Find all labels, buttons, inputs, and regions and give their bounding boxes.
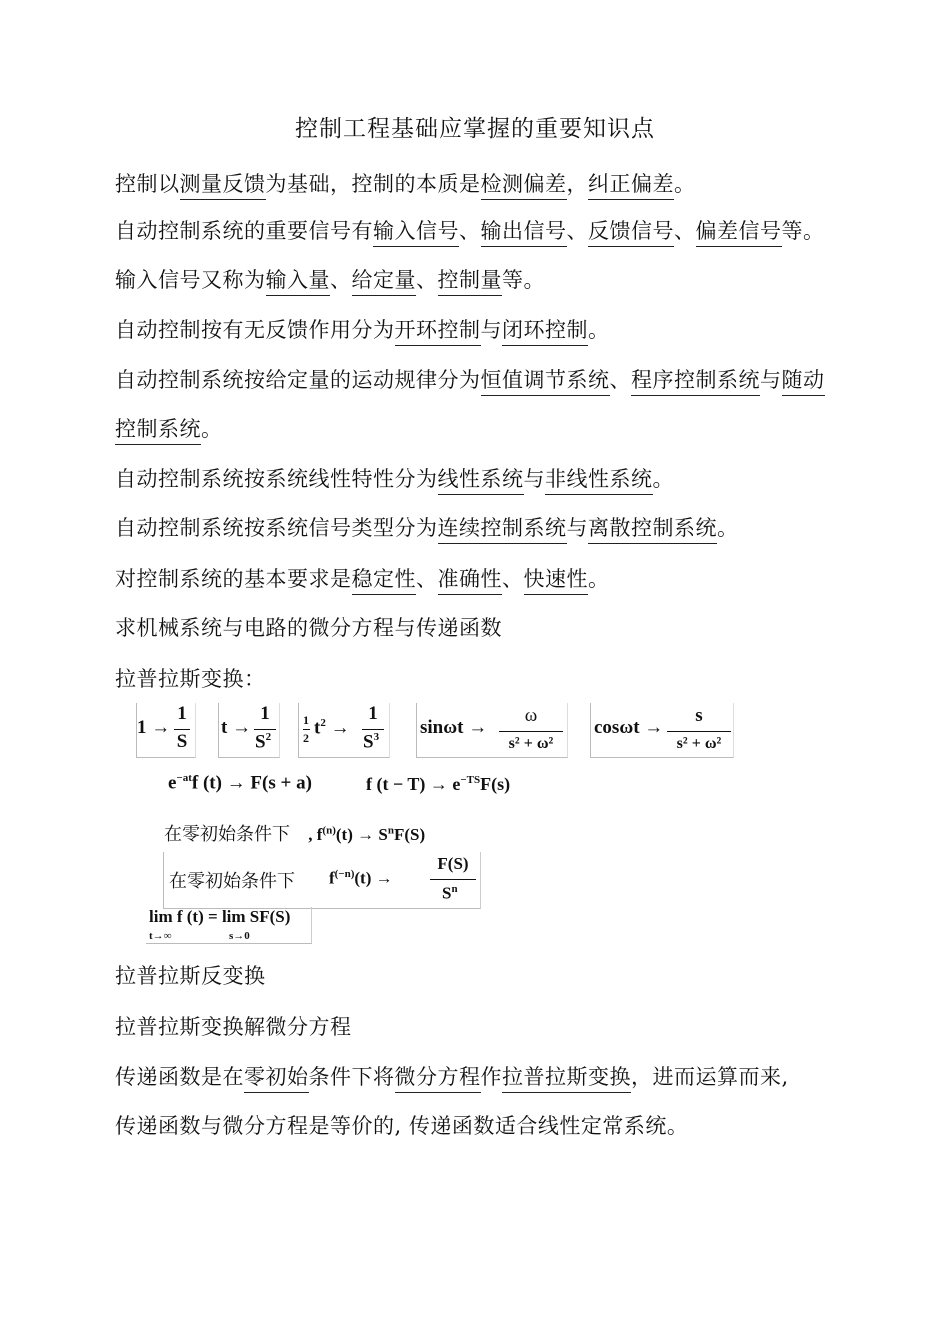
text: 对控制系统的基本要求是 (115, 567, 352, 591)
underlined-term: 连续控制系统 (438, 516, 567, 544)
underlined-term: 给定量 (352, 268, 417, 296)
exponent: n (387, 824, 394, 837)
paragraph-inverse-laplace: 拉普拉斯反变换 (115, 964, 266, 988)
text: 与 (480, 318, 502, 342)
underlined-term: 偏差信号 (696, 219, 782, 247)
text: 与 (523, 467, 545, 491)
underlined-term: 闭环控制 (502, 318, 588, 346)
underlined-term: 快速性 (524, 567, 589, 595)
formula-denominator: s² + ω² (676, 735, 722, 752)
paragraph-feedback (115, 314, 610, 344)
formula-denominator: S (176, 731, 188, 752)
paragraph-laplace-heading: 拉普拉斯变换： (115, 667, 266, 691)
paragraph-signal-type (115, 512, 739, 542)
formula-part: f (t) → F(s + a) (191, 772, 312, 794)
text: 与 (760, 368, 782, 392)
formula-integration-box (163, 852, 481, 909)
text: 。 (201, 417, 223, 441)
exponent: −TS (460, 774, 481, 786)
formula-frequency-shift (168, 772, 312, 794)
text: 。 (588, 318, 610, 342)
paragraph-equivalence: 传递函数与微分方程是等价的, 传递函数适合线性定常系统。 (115, 1114, 689, 1138)
exponent: 2 (265, 731, 272, 743)
underlined-term: 控制系统 (115, 417, 201, 445)
formula-part: f (329, 868, 335, 888)
formula-final-value-box (146, 907, 312, 944)
text: 自动控制按有无反馈作用分为 (115, 318, 395, 342)
formula-lhs: t → (221, 717, 252, 738)
formula-box-4 (416, 703, 568, 758)
paragraph-control-essence (115, 168, 696, 198)
text: 、 (330, 268, 352, 292)
text: 。 (652, 467, 674, 491)
formula-part: (t) → (354, 868, 393, 888)
formula-part: e (168, 772, 177, 794)
text: 。 (588, 567, 610, 591)
fraction-bar (499, 731, 563, 732)
formula-part: , f (308, 825, 323, 844)
formula-denominator: S (363, 731, 374, 753)
underlined-term: 稳定性 (352, 567, 417, 595)
underlined-term: 离散控制系统 (588, 516, 717, 544)
text: 条件下将 (308, 1065, 395, 1089)
formula-numerator: s (695, 705, 703, 726)
paragraph-input-signal (115, 264, 545, 294)
formula-box-3 (298, 703, 390, 758)
formula-numerator: 1 (177, 703, 187, 724)
formula-differentiation (164, 820, 425, 846)
paragraph-motion-law (115, 364, 825, 394)
text: 、 (502, 567, 524, 591)
formula-denominator: S (255, 731, 266, 753)
exponent: (n) (322, 824, 336, 837)
formula-small-numerator: 1 (303, 713, 309, 727)
fraction-bar (667, 731, 731, 732)
formula-numerator: 1 (368, 703, 378, 724)
formula-part: (t) → S (335, 825, 388, 844)
text: 自动控制系统的重要信号有 (115, 219, 373, 243)
paragraph-linearity (115, 463, 674, 493)
text: 、 (416, 567, 438, 591)
text: ，进而运算而来, (631, 1065, 789, 1089)
formula-condition-text: 在零初始条件下 (169, 871, 295, 892)
text: 等。 (502, 268, 545, 292)
arrow: → (330, 717, 350, 739)
paragraph-transfer-function (115, 1061, 789, 1091)
underlined-term: 恒值调节系统 (481, 368, 610, 396)
text: 等。 (781, 219, 825, 243)
underlined-term: 非线性系统 (545, 467, 653, 495)
text: 。 (674, 172, 696, 196)
text: 、 (459, 219, 481, 243)
underlined-term: 输入信号 (373, 219, 459, 247)
paragraph-differential-equation: 求机械系统与电路的微分方程与传递函数 (115, 616, 502, 640)
underlined-term: 控制量 (438, 268, 503, 296)
underlined-term: 准确性 (438, 567, 503, 595)
exponent: 3 (373, 731, 380, 743)
exponent: −at (176, 772, 192, 784)
underlined-term: 线性系统 (438, 467, 524, 495)
formula-part: F(s) (480, 774, 511, 794)
text: 、 (674, 219, 696, 243)
formula-numerator: F(S) (437, 854, 469, 873)
text: 作 (480, 1065, 502, 1089)
document-title: 控制工程基础应掌握的重要知识点 (295, 116, 655, 142)
text: 传递函数是在 (115, 1065, 244, 1089)
underlined-term: 随动 (782, 368, 825, 396)
text: 控制以 (115, 172, 180, 196)
text: 、 (566, 219, 588, 243)
formula-lhs: t (314, 717, 321, 739)
limit-subscript: s→0 (229, 930, 250, 942)
formula-box-1 (136, 703, 196, 758)
formula-final-value: lim f (t) = lim SF(S) (149, 907, 291, 926)
text: 自动控制系统按给定量的运动规律分为 (115, 368, 481, 392)
formula-small-denominator: 2 (303, 731, 309, 745)
text: 、 (609, 368, 631, 392)
formula-condition-text: 在零初始条件下 (164, 824, 290, 845)
paragraph-requirements (115, 563, 610, 593)
fraction-bar (303, 729, 310, 730)
formula-part: F(S) (393, 825, 426, 844)
formula-denominator: S (442, 883, 452, 903)
limit-subscript: t→∞ (149, 930, 172, 942)
underlined-term: 零初始 (244, 1065, 309, 1093)
underlined-term: 输出信号 (481, 219, 567, 247)
underlined-term: 开环控制 (395, 318, 481, 346)
underlined-term: 检测偏差 (481, 172, 567, 200)
paragraph-motion-law-cont (115, 413, 223, 443)
text: 为基础，控制的本质是 (265, 172, 481, 196)
text: ， (566, 172, 588, 196)
formula-box-5 (590, 703, 734, 758)
underlined-term: 纠正偏差 (588, 172, 674, 200)
underlined-term: 反馈信号 (588, 219, 674, 247)
formula-lhs: sinωt → (420, 717, 488, 738)
exponent: (−n) (334, 868, 355, 880)
underlined-term: 微分方程 (395, 1065, 481, 1093)
formula-numerator: 1 (260, 703, 270, 724)
exponent: 2 (320, 717, 326, 729)
text: 自动控制系统按系统线性特性分为 (115, 467, 438, 491)
formula-part: f (t − T) → e (366, 774, 461, 794)
text: 输入信号又称为 (115, 268, 266, 292)
formula-numerator: ω (524, 705, 538, 726)
formula-time-shift (366, 774, 510, 795)
formula-lhs: 1 → (137, 717, 171, 738)
underlined-term: 拉普拉斯变换 (502, 1065, 631, 1093)
text: 与 (566, 516, 588, 540)
underlined-term: 程序控制系统 (631, 368, 760, 396)
formula-denominator: s² + ω² (508, 735, 554, 752)
fraction-bar (430, 879, 476, 880)
underlined-term: 输入量 (266, 268, 331, 296)
text: 。 (717, 516, 739, 540)
paragraph-laplace-solve: 拉普拉斯变换解微分方程 (115, 1015, 352, 1039)
paragraph-signals (115, 215, 825, 245)
exponent: n (451, 883, 458, 895)
underlined-term: 测量反馈 (180, 172, 266, 200)
formula-box-2 (218, 703, 280, 758)
text: 、 (416, 268, 438, 292)
text: 自动控制系统按系统信号类型分为 (115, 516, 438, 540)
formula-lhs: cosωt → (594, 717, 664, 738)
